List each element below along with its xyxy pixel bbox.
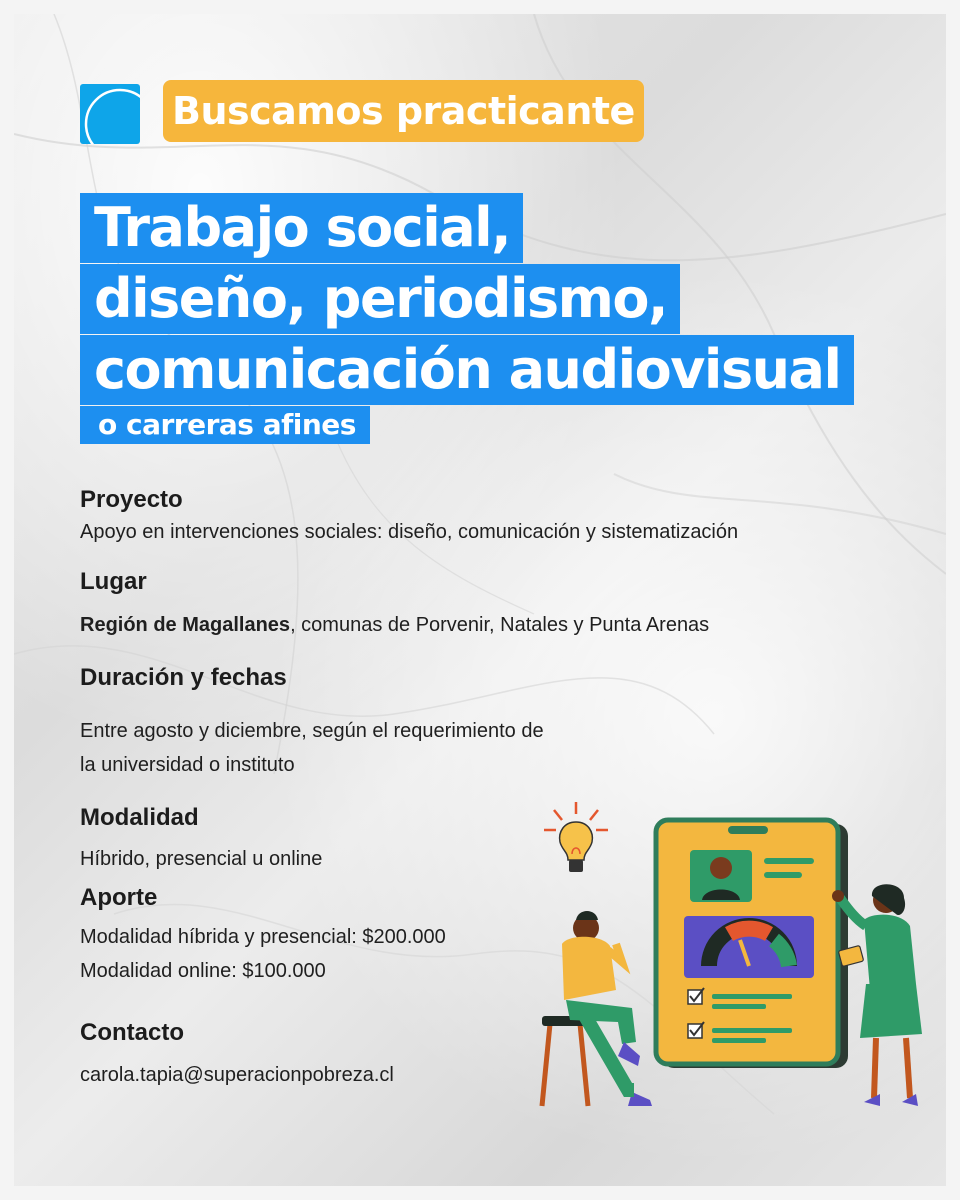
aporte-line-1: Modalidad híbrida y presencial: $200.000 bbox=[80, 926, 446, 948]
headline-line-3: comunicación audiovisual bbox=[80, 335, 854, 405]
duracion-line-2: la universidad o instituto bbox=[80, 754, 295, 776]
job-poster bbox=[14, 14, 946, 1186]
aporte-line-2: Modalidad online: $100.000 bbox=[80, 960, 326, 982]
lugar-title: Lugar bbox=[80, 568, 147, 595]
contacto-title: Contacto bbox=[80, 1019, 184, 1046]
phone-screen-graphic bbox=[656, 820, 848, 1068]
hiring-tag: Buscamos practicante bbox=[163, 80, 644, 142]
duracion-title: Duración y fechas bbox=[80, 664, 287, 691]
lugar-region: Región de Magallanes bbox=[80, 614, 291, 636]
headline-line-1: Trabajo social, bbox=[80, 193, 523, 263]
sitting-man-figure bbox=[542, 911, 652, 1106]
lugar-text bbox=[80, 608, 709, 642]
proyecto-text: Apoyo en intervenciones sociales: diseño, comunicación y sistematización bbox=[80, 521, 739, 543]
proyecto-title: Proyecto bbox=[80, 486, 183, 513]
people-with-phone-illustration bbox=[524, 794, 924, 1114]
contacto-email[interactable]: carola.tapia@superacionpobreza.cl bbox=[80, 1064, 394, 1086]
brand-logo bbox=[80, 84, 140, 144]
modalidad-text: Híbrido, presencial u online bbox=[80, 848, 323, 870]
circle-arc-logo-icon bbox=[80, 84, 140, 144]
modalidad-title: Modalidad bbox=[80, 804, 199, 831]
lightbulb-icon bbox=[544, 802, 608, 872]
headline-line-2: diseño, periodismo, bbox=[80, 264, 680, 334]
headline-subline: o carreras afines bbox=[80, 406, 370, 444]
duracion-line-1: Entre agosto y diciembre, según el requerimiento de bbox=[80, 720, 544, 742]
aporte-title: Aporte bbox=[80, 884, 158, 911]
lugar-comunas: , comunas de Porvenir, Natales y Punta Arenas bbox=[290, 614, 710, 636]
